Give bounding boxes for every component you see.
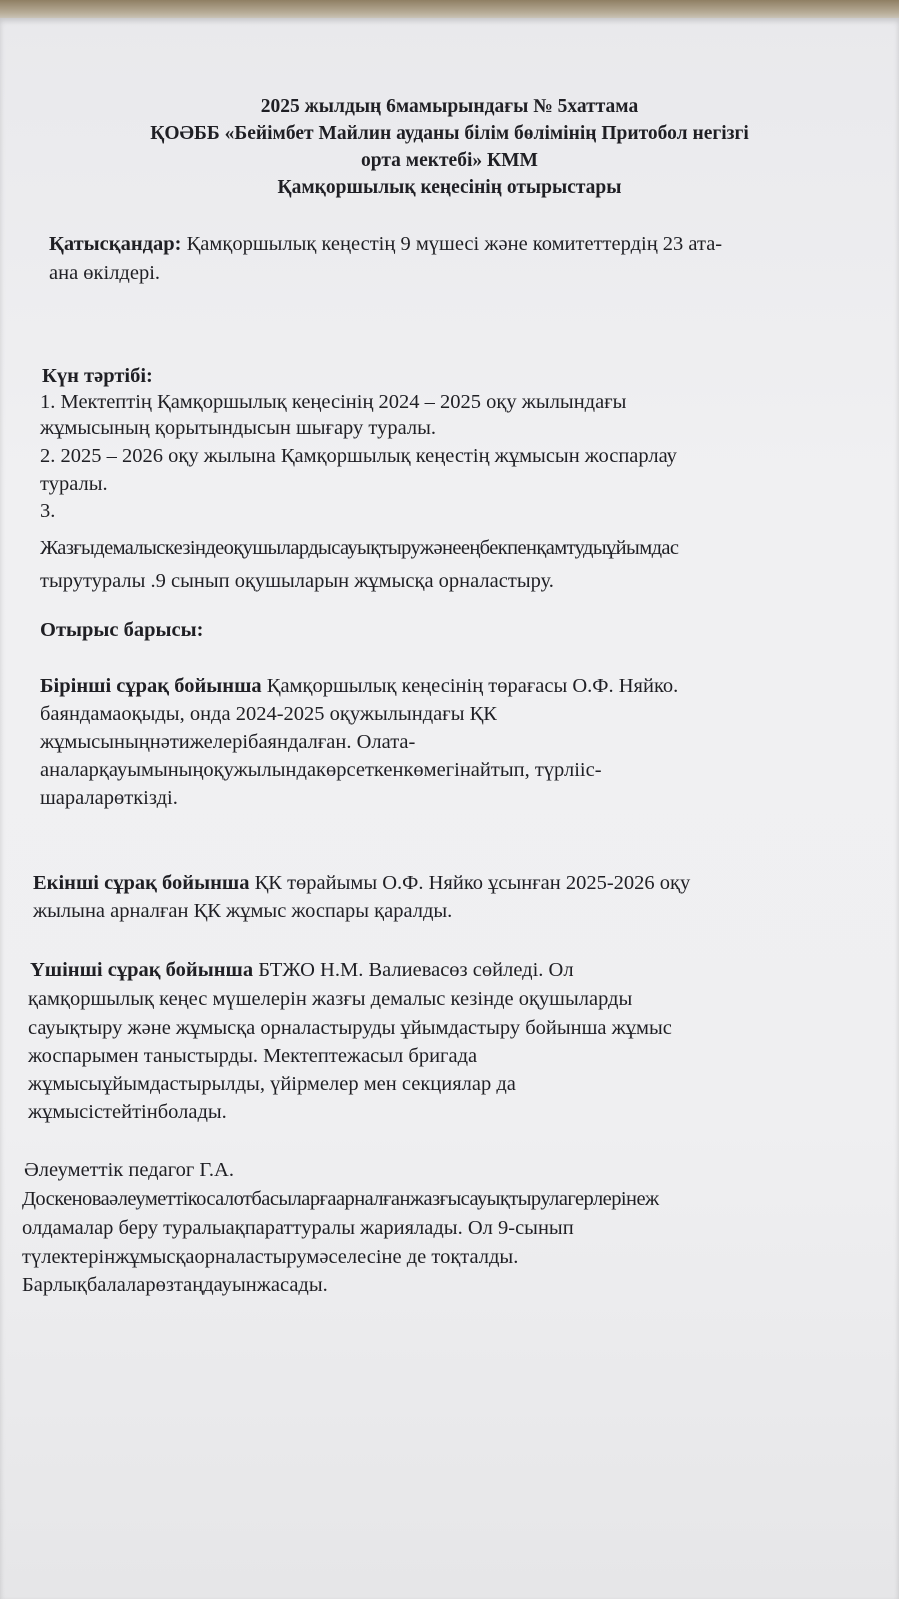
social-line: Әлеуметтік педагог Г.А. — [24, 1159, 234, 1181]
agenda-line: 3. — [40, 500, 56, 522]
organization-name-line1: ҚОӘББ «Бейімбет Майлин ауданы білім бөлімінің Притобол негізгі — [150, 123, 749, 144]
q3-text: БТЖО Н.М. Валиевасөз сөйледі. Ол — [253, 959, 574, 981]
agenda-line: Жазғыдемалыскезіндеоқушылардысауықтыружәнееңбекпенқамтудыұйымдас — [40, 537, 679, 559]
q2-line1 — [33, 870, 690, 896]
agenda-line: 2. 2025 – 2026 оқу жылына Қамқоршылық кеңестің жұмысын жоспарлау — [40, 445, 677, 467]
council-title: Қамқоршылық кеңесінің отырыстары — [277, 177, 622, 198]
agenda-line: жұмысының қорытындысын шығару туралы. — [40, 417, 436, 439]
proceedings-title: Отырыс барысы: — [40, 619, 204, 641]
q1-line: баяндамаоқыды, онда 2024-2025 оқужылындағы ҚК — [40, 703, 497, 725]
agenda-line: 1. Мектептің Қамқоршылық кеңесінің 2024 – 2025 оқу жылындағы — [40, 391, 627, 413]
participants-text: Қамқоршылық кеңестің 9 мүшесі және комитеттердің 23 ата- — [181, 233, 723, 255]
q1-line: жұмысыныңнәтижелерібаяндалған. Олата- — [40, 731, 416, 753]
q1-line: шараларөткізді. — [40, 787, 178, 809]
social-line: олдамалар беру туралыақпараттуралы жариялады. Ол 9-сынып — [22, 1217, 574, 1239]
q3-line: сауықтыру және жұмысқа орналастыруды ұйымдастыру бойынша жұмыс — [28, 1017, 672, 1039]
q3-line: жоспарымен таныстырды. Мектептежасыл бригада — [28, 1045, 478, 1067]
q3-line: жұмысістейтінболады. — [28, 1101, 227, 1123]
q2-line2: жылына арналған ҚК жұмыс жоспары қаралды. — [33, 900, 453, 922]
organization-name-line2: орта мектебі» КММ — [361, 150, 538, 171]
q1-line1 — [40, 673, 678, 699]
q3-line1 — [30, 957, 574, 983]
q3-label: Үшінші сұрақ бойынша — [30, 959, 254, 981]
agenda-line: тырутуралы .9 сынып оқушыларын жұмысқа орналастыру. — [40, 570, 554, 592]
social-line: түлектерінжұмысқаорналастырумәселесіне де тоқталды. — [22, 1246, 519, 1268]
document-page — [0, 18, 899, 1599]
q2-label: Екінші сұрақ бойынша — [33, 872, 250, 894]
agenda-line: туралы. — [40, 473, 108, 495]
social-line: Барлықбалаларөзтаңдауынжасады. — [22, 1274, 328, 1296]
q3-line: жұмысыұйымдастырылды, үйірмелер мен секциялар да — [28, 1073, 516, 1095]
social-line: Доскеноваәлеуметтікосалотбасыларғаарналғанжазғысауықтырулагерлерінеж — [22, 1188, 659, 1210]
protocol-date-number: 2025 жылдың 6мамырындағы № 5хаттама — [260, 96, 639, 117]
participants-label: Қатысқандар: — [49, 233, 182, 255]
q1-line: аналарқауымыныңоқужылындакөрсеткенкөмегінайтып, түрлііс- — [40, 759, 602, 781]
q2-text: ҚК төрайымы О.Ф. Няйко ұсынған 2025-2026 оқу — [249, 872, 691, 894]
participants-line1 — [49, 231, 722, 257]
participants-line2: ана өкілдері. — [49, 262, 161, 284]
q1-label: Бірінші сұрақ бойынша — [40, 675, 262, 697]
q3-line: қамқоршылық кеңес мүшелерін жазғы демалыс кезінде оқушыларды — [28, 988, 633, 1010]
agenda-title: Күн тәртібі: — [42, 365, 153, 387]
q1-text: Қамқоршылық кеңесінің төрағасы О.Ф. Няйко. — [261, 675, 679, 697]
